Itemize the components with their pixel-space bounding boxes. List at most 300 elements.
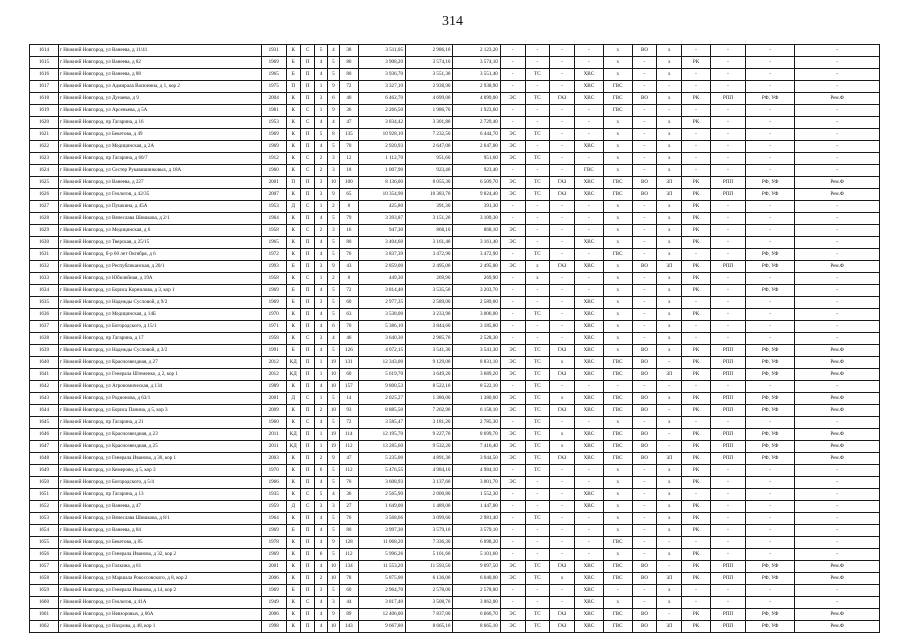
apartments-cell: 38 [340, 45, 359, 57]
refuse-chute-cell: х [657, 225, 682, 237]
sewerage-cell: ВО [632, 621, 657, 633]
cold-water-cell: ХВС [574, 321, 603, 333]
apartments-cell: 8 [340, 273, 359, 285]
apartments-cell: 131 [340, 357, 359, 369]
power-supply-cell: - [500, 81, 525, 93]
house-type-cell: С [300, 333, 314, 345]
refuse-chute-cell: х [657, 129, 682, 141]
gas-supply-cell: - [550, 129, 575, 141]
address-cell: г Нижний Новгород, ул Краснозвездная, д 25 [58, 441, 261, 453]
entrances-cell: 1 [315, 201, 327, 213]
roof-repair-cell: - [682, 381, 711, 393]
sewerage-cell: ВО [632, 357, 657, 369]
wall-material-cell: К [286, 93, 300, 105]
refuse-chute-cell: ЗЛ [657, 369, 682, 381]
refuse-chute-cell: х [657, 213, 682, 225]
foundation-repair-cell: - [745, 153, 794, 165]
hot-water-cell: ГВС [603, 429, 632, 441]
wall-material-cell: К [286, 417, 300, 429]
apartments-cell: 134 [340, 561, 359, 573]
living-area-cell: 4 891,30 [406, 453, 453, 465]
entrances-cell: 2 [315, 153, 327, 165]
living-area-cell: 2 589,00 [406, 297, 453, 309]
address-cell: г Нижний Новгород, ул Ванеева, д 47 [58, 501, 261, 513]
facade-repair-cell: - [710, 141, 745, 153]
refuse-chute-cell: х [657, 237, 682, 249]
residential-area-cell: 269,90 [453, 273, 500, 285]
residential-area-cell: 3 161,40 [453, 237, 500, 249]
build-year-cell: 1931 [261, 45, 286, 57]
hot-water-cell: ГВС [603, 537, 632, 549]
table-row [30, 597, 880, 609]
sewerage-cell: ВО [632, 393, 657, 405]
entrances-cell: 4 [315, 141, 327, 153]
basement-repair-cell: - [795, 513, 880, 525]
refuse-chute-cell: х [657, 93, 682, 105]
wall-material-cell: К [286, 333, 300, 345]
power-supply-cell: ЭС [500, 561, 525, 573]
gas-supply-cell: - [550, 225, 575, 237]
row-number-cell: 1636 [30, 309, 59, 321]
total-area-cell: 8 885,50 [358, 405, 405, 417]
power-supply-cell: - [500, 249, 525, 261]
sewerage-cell: - [632, 69, 657, 81]
total-area-cell: 2 266,50 [358, 105, 405, 117]
row-number-cell: 1650 [30, 477, 59, 489]
entrances-cell: 2 [315, 165, 327, 177]
roof-repair-cell: РК [682, 453, 711, 465]
roof-repair-cell: РК [682, 237, 711, 249]
apartments-cell: 70 [340, 321, 359, 333]
row-number-cell: 1645 [30, 417, 59, 429]
gas-supply-cell: - [550, 477, 575, 489]
hot-water-cell: ГВС [603, 393, 632, 405]
entrances-cell: 3 [315, 297, 327, 309]
gas-supply-cell: - [550, 297, 575, 309]
residential-area-cell: 2 589,00 [453, 297, 500, 309]
total-area-cell: 3 568,66 [358, 513, 405, 525]
entrances-cell: 1 [315, 273, 327, 285]
sewerage-cell: ВО [632, 345, 657, 357]
wall-material-cell: К [286, 537, 300, 549]
entrances-cell: 4 [315, 597, 327, 609]
heat-supply-cell: ТС [525, 609, 550, 621]
build-year-cell: 2006 [261, 609, 286, 621]
roof-repair-cell: - [682, 489, 711, 501]
apartments-cell: 8 [340, 201, 359, 213]
refuse-chute-cell: х [657, 285, 682, 297]
build-year-cell: 2003 [261, 453, 286, 465]
address-cell: г Нижний Новгород, ул Бекетова, д 49 [58, 129, 261, 141]
apartments-cell: 93 [340, 405, 359, 417]
entrances-cell: 3 [315, 261, 327, 273]
address-cell: г Нижний Новгород, ул Ванеева, д 88 [58, 69, 261, 81]
roof-repair-cell: - [682, 45, 711, 57]
residential-area-cell: 8 831,10 [453, 357, 500, 369]
total-area-cell: 5 619,70 [358, 369, 405, 381]
facade-repair-cell: - [710, 201, 745, 213]
house-type-cell: С [300, 45, 314, 57]
roof-repair-cell: РК [682, 57, 711, 69]
facade-repair-cell: РПП [710, 453, 745, 465]
table-row [30, 549, 880, 561]
hot-water-cell: х [603, 213, 632, 225]
total-area-cell: 2 025,27 [358, 393, 405, 405]
facade-repair-cell: РПП [710, 357, 745, 369]
basement-repair-cell: Рем.Ф [795, 441, 880, 453]
basement-repair-cell: - [795, 105, 880, 117]
apartments-cell: 47 [340, 453, 359, 465]
facade-repair-cell: - [710, 513, 745, 525]
entrances-cell: 2 [315, 225, 327, 237]
address-cell: г Нижний Новгород, пр Гагарина, д 13 [58, 489, 261, 501]
total-area-cell: 10 354,90 [358, 189, 405, 201]
basement-repair-cell: - [795, 585, 880, 597]
living-area-cell: 269,90 [406, 273, 453, 285]
table-row [30, 537, 880, 549]
gas-supply-cell: х [550, 573, 575, 585]
heat-supply-cell: ТС [525, 177, 550, 189]
living-area-cell: 3 137,60 [406, 477, 453, 489]
table-row [30, 573, 880, 585]
address-cell: г Нижний Новгород, ул Медицинская, д 6 [58, 225, 261, 237]
living-area-cell: 2 985,70 [406, 333, 453, 345]
facade-repair-cell: РПП [710, 93, 745, 105]
heat-supply-cell: х [525, 273, 550, 285]
table-row [30, 309, 880, 321]
gas-supply-cell: ГАЗ [550, 453, 575, 465]
foundation-repair-cell: - [745, 513, 794, 525]
wall-material-cell: Б [286, 261, 300, 273]
sewerage-cell: ВО [632, 429, 657, 441]
address-cell: г Нижний Новгород, ул Бориса Корнилова, д 3, кор 1 [58, 285, 261, 297]
table-row [30, 357, 880, 369]
refuse-chute-cell: - [657, 609, 682, 621]
living-area-cell: 2 495,00 [406, 261, 453, 273]
entrances-cell: 4 [315, 477, 327, 489]
residential-area-cell: 1 380,00 [453, 393, 500, 405]
table-row [30, 105, 880, 117]
foundation-repair-cell: РФ, УФ [745, 453, 794, 465]
entrances-cell: 2 [315, 573, 327, 585]
build-year-cell: 2012 [261, 357, 286, 369]
total-area-cell: 2 920,93 [358, 141, 405, 153]
foundation-repair-cell: РФ, УФ [745, 561, 794, 573]
entrances-cell: 4 [315, 117, 327, 129]
apartments-cell: 112 [340, 549, 359, 561]
power-supply-cell: - [500, 465, 525, 477]
total-area-cell: 3 640,30 [358, 333, 405, 345]
total-area-cell: 1 112,70 [358, 153, 405, 165]
entrances-cell: 1 [315, 357, 327, 369]
house-type-cell: П [300, 429, 314, 441]
cold-water-cell: ХВС [574, 501, 603, 513]
hot-water-cell: х [603, 237, 632, 249]
table-row [30, 477, 880, 489]
build-year-cell: 1964 [261, 513, 286, 525]
heat-supply-cell: ТС [525, 417, 550, 429]
apartments-cell: 70 [340, 141, 359, 153]
address-cell: г Нижний Новгород, ул Адмирала Васюнина, д 1, кор 2 [58, 81, 261, 93]
heat-supply-cell: - [525, 213, 550, 225]
cold-water-cell: - [574, 117, 603, 129]
residential-area-cell: 2 785,30 [453, 417, 500, 429]
table-row [30, 501, 880, 513]
wall-material-cell: Б [286, 297, 300, 309]
living-area-cell: 10 383,70 [406, 189, 453, 201]
table-row [30, 81, 880, 93]
heat-supply-cell: х [525, 261, 550, 273]
power-supply-cell: - [500, 117, 525, 129]
apartments-cell: 60 [340, 369, 359, 381]
foundation-repair-cell: - [745, 57, 794, 69]
build-year-cell: 1965 [261, 237, 286, 249]
address-cell: г Нижний Новгород, ул Родионова, д 63/1 [58, 393, 261, 405]
sewerage-cell: - [632, 465, 657, 477]
housing-registry-table [29, 44, 880, 633]
sewerage-cell: - [632, 201, 657, 213]
residential-area-cell: 3 006,00 [453, 309, 500, 321]
gas-supply-cell: х [550, 429, 575, 441]
wall-material-cell: К [286, 513, 300, 525]
foundation-repair-cell: - [745, 501, 794, 513]
residential-area-cell: 2 123,20 [453, 45, 500, 57]
roof-repair-cell: РК [682, 525, 711, 537]
hot-water-cell: х [603, 141, 632, 153]
residential-area-cell: 2 578,00 [453, 585, 500, 597]
refuse-chute-cell: х [657, 393, 682, 405]
sewerage-cell: - [632, 381, 657, 393]
residential-area-cell: 3 185,80 [453, 321, 500, 333]
build-year-cell: 1959 [261, 501, 286, 513]
build-year-cell: 1969 [261, 585, 286, 597]
total-area-cell: 2 964,70 [358, 585, 405, 597]
build-year-cell: 1964 [261, 213, 286, 225]
hot-water-cell: х [603, 45, 632, 57]
wall-material-cell: Б [286, 345, 300, 357]
house-type-cell: П [300, 561, 314, 573]
hot-water-cell: х [603, 201, 632, 213]
cold-water-cell: - [574, 465, 603, 477]
house-type-cell: С [300, 153, 314, 165]
cold-water-cell: - [574, 225, 603, 237]
power-supply-cell: - [500, 69, 525, 81]
heat-supply-cell: ТС [525, 93, 550, 105]
basement-repair-cell: - [795, 285, 880, 297]
sewerage-cell: - [632, 549, 657, 561]
wall-material-cell: К [286, 117, 300, 129]
address-cell: г Нижний Новгород, ул Медицинская, д 14Б [58, 309, 261, 321]
foundation-repair-cell: - [745, 381, 794, 393]
basement-repair-cell: Рем.Ф [795, 369, 880, 381]
basement-repair-cell: - [795, 321, 880, 333]
heat-supply-cell: - [525, 525, 550, 537]
page-number: 314 [442, 14, 463, 29]
sewerage-cell: ВО [632, 441, 657, 453]
hot-water-cell: х [603, 57, 632, 69]
power-supply-cell: ЭС [500, 621, 525, 633]
hot-water-cell: ГВС [603, 93, 632, 105]
address-cell: г Нижний Новгород, ул Геологов, д 41А [58, 597, 261, 609]
cold-water-cell: - [574, 45, 603, 57]
row-number-cell: 1641 [30, 369, 59, 381]
living-area-cell: 2 000,80 [406, 489, 453, 501]
sewerage-cell: - [632, 141, 657, 153]
wall-material-cell: К [286, 453, 300, 465]
hot-water-cell: х [603, 297, 632, 309]
table-row [30, 321, 880, 333]
floors-cell: 10 [327, 621, 339, 633]
floors-cell: 10 [327, 369, 339, 381]
floors-cell: 5 [327, 297, 339, 309]
heat-supply-cell: - [525, 57, 550, 69]
floors-cell: 10 [327, 405, 339, 417]
basement-repair-cell: Рем.Ф [795, 621, 880, 633]
gas-supply-cell: ГАЗ [550, 369, 575, 381]
floors-cell: 4 [327, 333, 339, 345]
power-supply-cell: - [500, 105, 525, 117]
heat-supply-cell: - [525, 285, 550, 297]
roof-repair-cell: РК [682, 213, 711, 225]
floors-cell: 10 [327, 381, 339, 393]
entrances-cell: 4 [315, 213, 327, 225]
total-area-cell: 3 585,47 [358, 417, 405, 429]
living-area-cell: 1 380,00 [406, 393, 453, 405]
address-cell: г Нижний Новгород, ул Надежды Сусловой, д 3/2 [58, 345, 261, 357]
cold-water-cell: ХВС [574, 357, 603, 369]
facade-repair-cell: - [710, 501, 745, 513]
cold-water-cell: ХВС [574, 585, 603, 597]
heat-supply-cell: - [525, 225, 550, 237]
house-type-cell: П [300, 321, 314, 333]
total-area-cell: 2 977,35 [358, 297, 405, 309]
floors-cell: 5 [327, 345, 339, 357]
sewerage-cell: ВО [632, 45, 657, 57]
roof-repair-cell: РК [682, 261, 711, 273]
hot-water-cell: х [603, 465, 632, 477]
foundation-repair-cell: - [745, 549, 794, 561]
build-year-cell: 1960 [261, 417, 286, 429]
apartments-cell: 126 [340, 345, 359, 357]
entrances-cell: 4 [315, 609, 327, 621]
total-area-cell: 3 997,30 [358, 525, 405, 537]
build-year-cell: 1949 [261, 597, 286, 609]
basement-repair-cell: Рем.Ф [795, 453, 880, 465]
hot-water-cell: х [603, 165, 632, 177]
foundation-repair-cell: РФ, УФ [745, 261, 794, 273]
table-row [30, 177, 880, 189]
sewerage-cell: - [632, 249, 657, 261]
table-row [30, 213, 880, 225]
table-row [30, 57, 880, 69]
house-type-cell: П [300, 93, 314, 105]
living-area-cell: 3 099,60 [406, 513, 453, 525]
address-cell: г Нижний Новгород, ул Арсеньева, д 5А [58, 105, 261, 117]
facade-repair-cell: - [710, 81, 745, 93]
living-area-cell: 9 227,70 [406, 429, 453, 441]
row-number-cell: 1661 [30, 609, 59, 621]
living-area-cell: 2 578,00 [406, 585, 453, 597]
table-row [30, 609, 880, 621]
residential-area-cell: 2 729,40 [453, 117, 500, 129]
sewerage-cell: - [632, 57, 657, 69]
gas-supply-cell: ГАЗ [550, 621, 575, 633]
gas-supply-cell: - [550, 69, 575, 81]
sewerage-cell: - [632, 513, 657, 525]
sewerage-cell: - [632, 597, 657, 609]
apartments-cell: 79 [340, 213, 359, 225]
living-area-cell: 3 472,90 [406, 249, 453, 261]
facade-repair-cell: РПП [710, 369, 745, 381]
hot-water-cell: х [603, 345, 632, 357]
heat-supply-cell: - [525, 585, 550, 597]
hot-water-cell: ГВС [603, 561, 632, 573]
roof-repair-cell: РК [682, 621, 711, 633]
wall-material-cell: К [286, 237, 300, 249]
wall-material-cell: К [286, 153, 300, 165]
gas-supply-cell: ГАЗ [550, 405, 575, 417]
table-row [30, 441, 880, 453]
basement-repair-cell: - [795, 57, 880, 69]
address-cell: г Нижний Новгород, ул Надежды Сусловой, д 9/2 [58, 297, 261, 309]
apartments-cell: 80 [340, 237, 359, 249]
table-row [30, 381, 880, 393]
build-year-cell: 1989 [261, 381, 286, 393]
heat-supply-cell: - [525, 105, 550, 117]
heat-supply-cell: - [525, 333, 550, 345]
living-area-cell: 1 489,00 [406, 501, 453, 513]
floors-cell: 5 [327, 549, 339, 561]
refuse-chute-cell: х [657, 477, 682, 489]
apartments-cell: 18 [340, 165, 359, 177]
wall-material-cell: К [286, 609, 300, 621]
facade-repair-cell: - [710, 537, 745, 549]
gas-supply-cell: - [550, 537, 575, 549]
living-area-cell: 7 837,00 [406, 609, 453, 621]
foundation-repair-cell: - [745, 45, 794, 57]
power-supply-cell: ЭС [500, 189, 525, 201]
foundation-repair-cell: - [745, 129, 794, 141]
build-year-cell: 2001 [261, 177, 286, 189]
row-number-cell: 1625 [30, 177, 59, 189]
apartments-cell: 14 [340, 393, 359, 405]
sewerage-cell: ВО [632, 261, 657, 273]
refuse-chute-cell: х [657, 201, 682, 213]
living-area-cell: 8 055,30 [406, 177, 453, 189]
gas-supply-cell: - [550, 381, 575, 393]
apartments-cell: 44 [340, 597, 359, 609]
address-cell: г Нижний Новгород, пр Гагарина, д 21 [58, 417, 261, 429]
basement-repair-cell: - [795, 45, 880, 57]
refuse-chute-cell: х [657, 489, 682, 501]
heat-supply-cell: ТС [525, 309, 550, 321]
cold-water-cell: ХВС [574, 429, 603, 441]
living-area-cell: 3 551,30 [406, 69, 453, 81]
address-cell: г Нижний Новгород, ул Медицинская, д 2А [58, 141, 261, 153]
total-area-cell: 1 649,00 [358, 501, 405, 513]
facade-repair-cell: - [710, 69, 745, 81]
foundation-repair-cell: - [745, 81, 794, 93]
hot-water-cell: х [603, 501, 632, 513]
facade-repair-cell: - [710, 249, 745, 261]
roof-repair-cell: РК [682, 429, 711, 441]
wall-material-cell: Д [286, 201, 300, 213]
sewerage-cell: - [632, 333, 657, 345]
address-cell: г Нижний Новгород, ул Агрономическая, д 134 [58, 381, 261, 393]
heat-supply-cell: ТС [525, 189, 550, 201]
cold-water-cell: ХВС [574, 621, 603, 633]
table-row [30, 189, 880, 201]
